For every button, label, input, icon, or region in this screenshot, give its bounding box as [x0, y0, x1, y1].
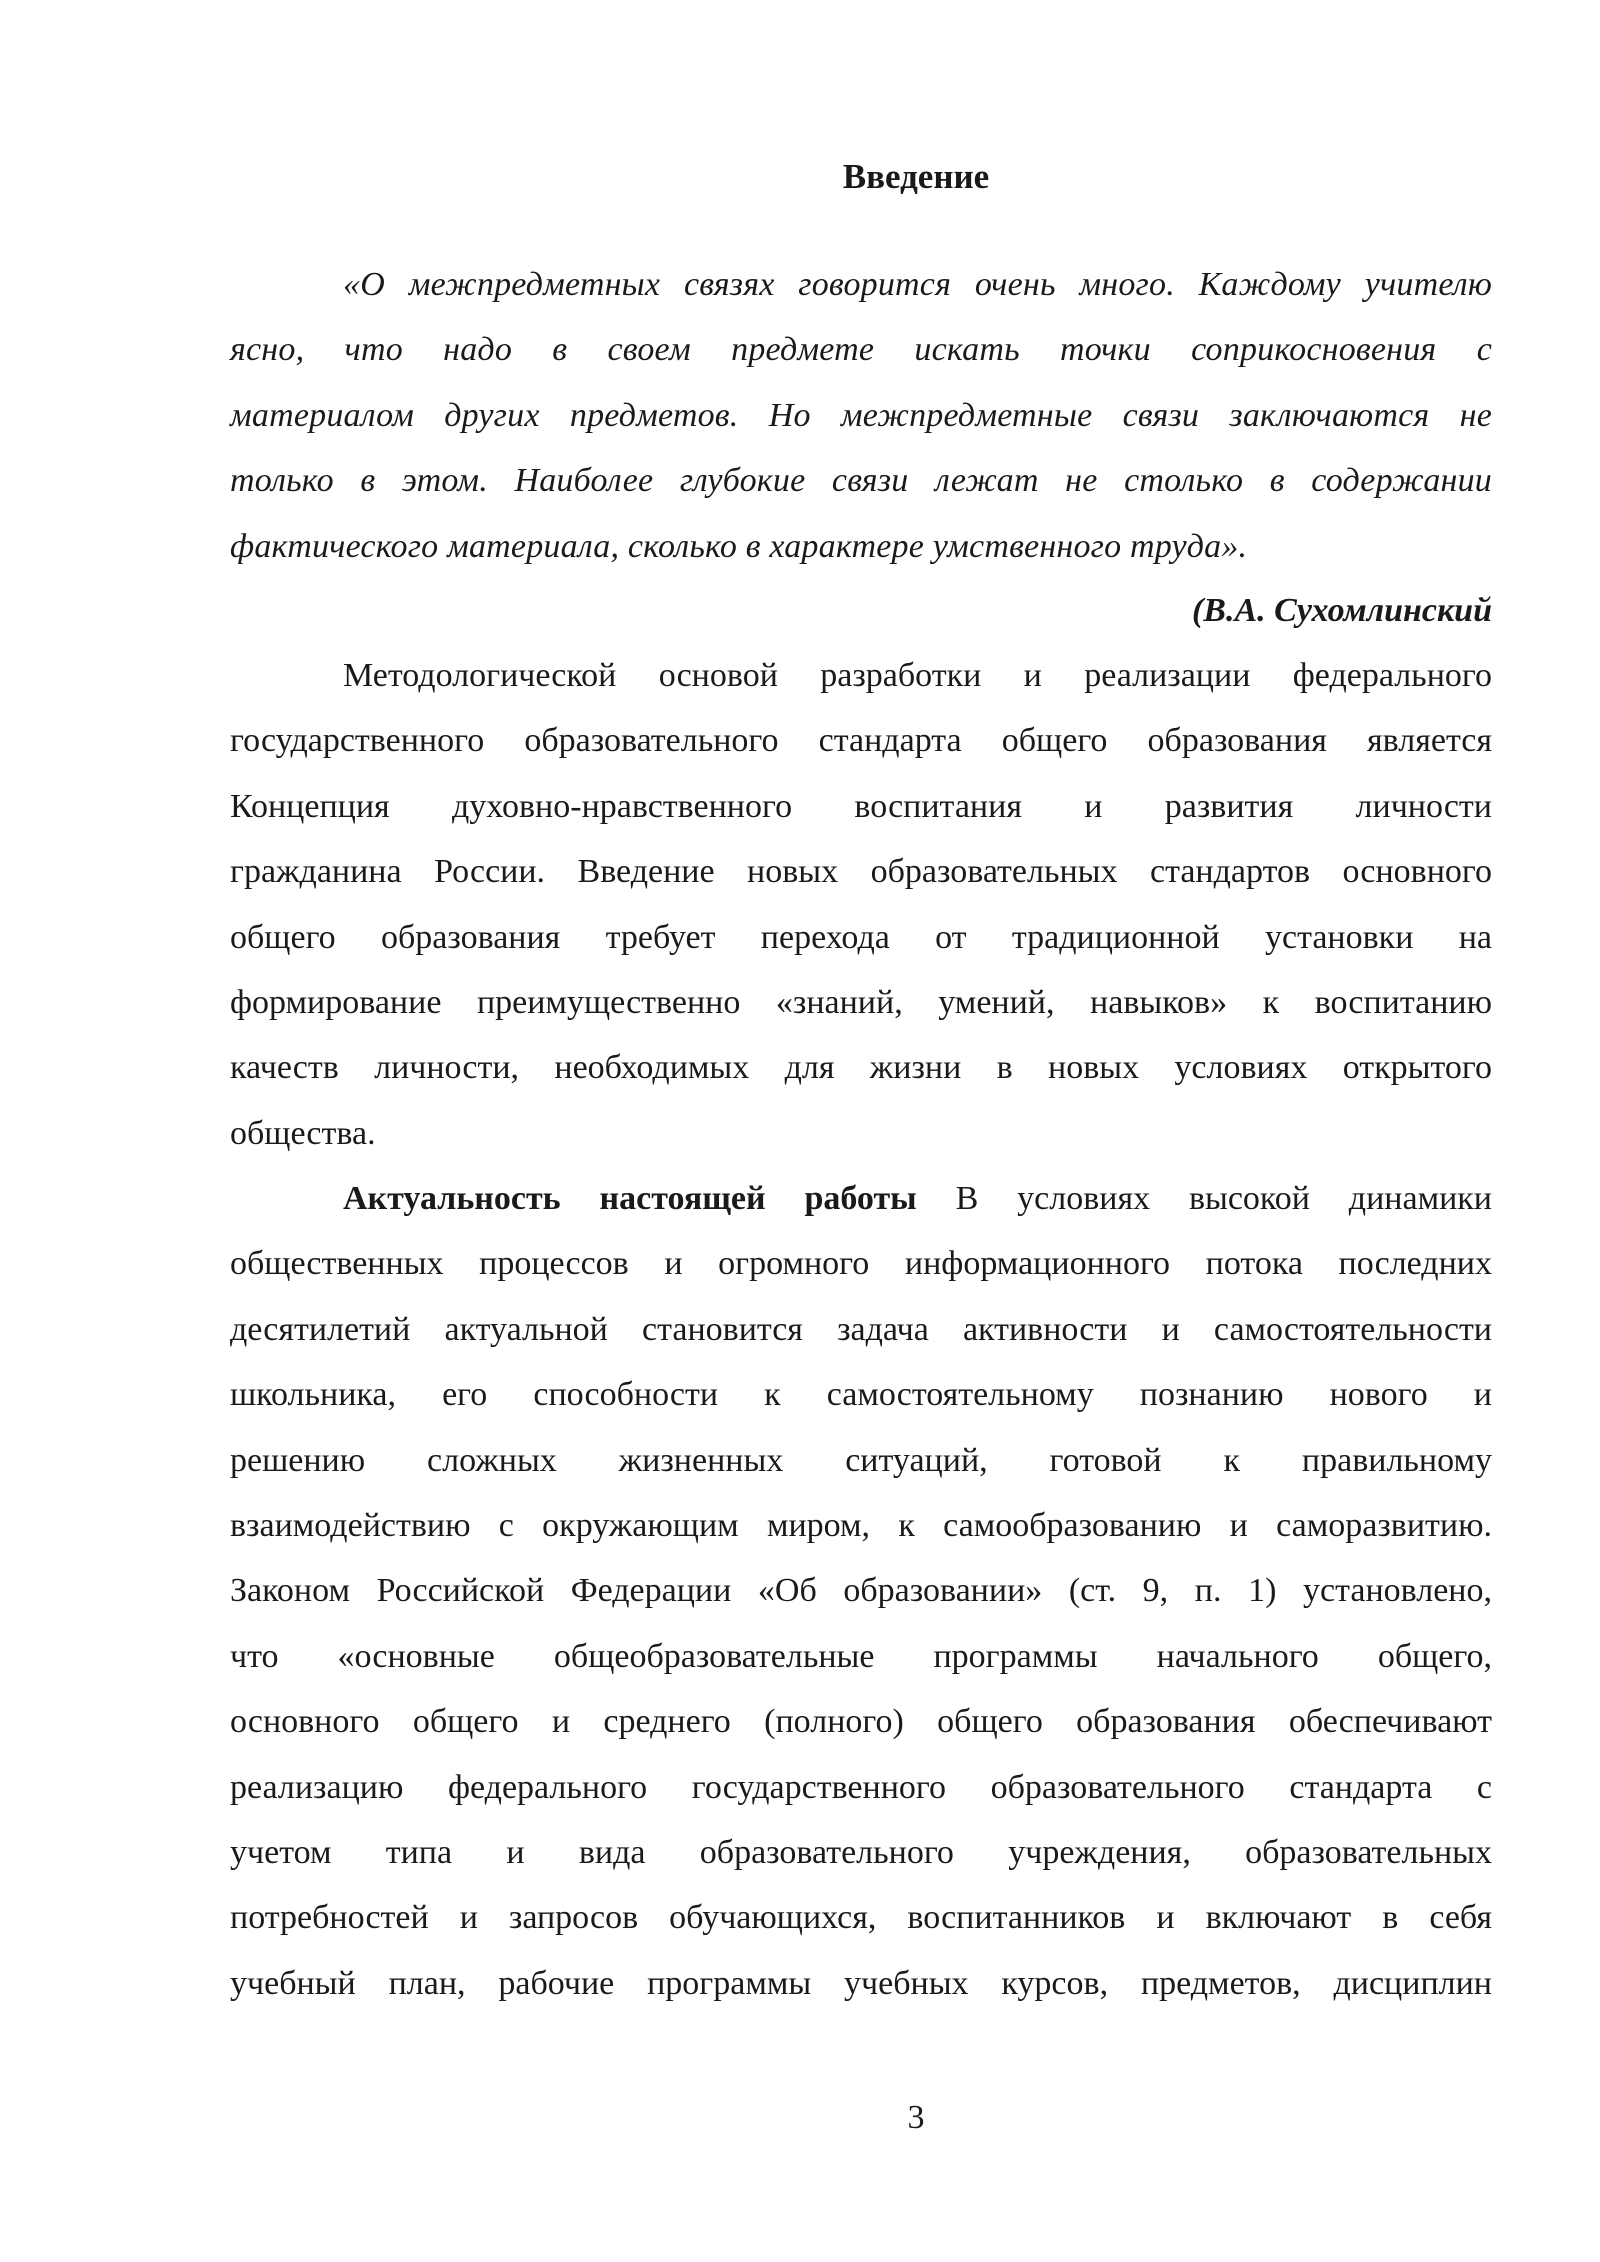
paragraph-line: государственного образовательного стандарта общего образования является: [230, 722, 1492, 760]
page-title: Введение: [842, 157, 990, 196]
paragraph-line: качеств личности, необходимых для жизни в новых условиях открытого: [230, 1049, 1492, 1087]
paragraph-relevance: [230, 1166, 1492, 2016]
epigraph-line: только в этом. Наиболее глубокие связи лежат не столько в содержании: [230, 462, 1492, 500]
epigraph-line: материалом других предметов. Но межпредметные связи заключаются не: [230, 396, 1492, 434]
page-number: 3: [907, 2099, 925, 2136]
paragraph-line: потребностей и запросов обучающихся, воспитанников и включают в себя: [230, 1899, 1492, 1937]
paragraph-line: общественных процессов и огромного информационного потока последних: [230, 1245, 1492, 1283]
paragraph-line: гражданина России. Введение новых образовательных стандартов основного: [230, 853, 1492, 891]
paragraph-line: Концепция духовно-нравственного воспитания и развития личности: [230, 787, 1492, 825]
paragraph-line: общества.: [230, 1114, 376, 1152]
paragraph-line: общего образования требует перехода от традиционной установки на: [230, 918, 1492, 956]
paragraph-line: реализацию федерального государственного образовательного стандарта с: [230, 1768, 1492, 1806]
paragraph-line: учебный план, рабочие программы учебных курсов, предметов, дисциплин: [230, 1964, 1492, 2002]
relevance-heading: Актуальность настоящей работы: [343, 1180, 917, 1217]
paragraph-line: решению сложных жизненных ситуаций, готовой к правильному: [230, 1441, 1492, 1479]
paragraph-line: формирование преимущественно «знаний, умений, навыков» к воспитанию: [230, 984, 1492, 1022]
epigraph-line: фактического материала, сколько в характере умственного труда».: [230, 527, 1248, 565]
epigraph-line: «О межпредметных связях говорится очень много. Каждому учителю: [343, 266, 1492, 303]
paragraph-line: Методологической основой разработки и реализации федерального: [343, 657, 1492, 694]
paragraph-line: Законом Российской Федерации «Об образовании» (ст. 9, п. 1) установлено,: [230, 1572, 1492, 1610]
epigraph-line: ясно, что надо в своем предмете искать точки соприкосновения с: [230, 331, 1492, 369]
paragraph-line: учетом типа и вида образовательного учреждения, образовательных: [230, 1834, 1492, 1872]
paragraph-line: школьника, его способности к самостоятельному познанию нового и: [230, 1376, 1492, 1414]
paragraph-line: что «основные общеобразовательные программы начального общего,: [230, 1637, 1492, 1675]
paragraph-line: взаимодействию с окружающим миром, к самообразованию и саморазвитию.: [230, 1507, 1492, 1545]
paragraph-line: основного общего и среднего (полного) общего образования обеспечивают: [230, 1703, 1492, 1741]
relevance-first-line-text: В условиях высокой динамики: [955, 1180, 1492, 1217]
paragraph-methodology: [230, 643, 1492, 1166]
paragraph-first-line: [230, 1166, 1492, 1231]
epigraph-attribution: (В.А. Сухомлинский: [1191, 592, 1492, 629]
paragraph-line: десятилетий актуальной становится задача активности и самостоятельности: [230, 1310, 1492, 1348]
epigraph-quote: [230, 252, 1492, 579]
